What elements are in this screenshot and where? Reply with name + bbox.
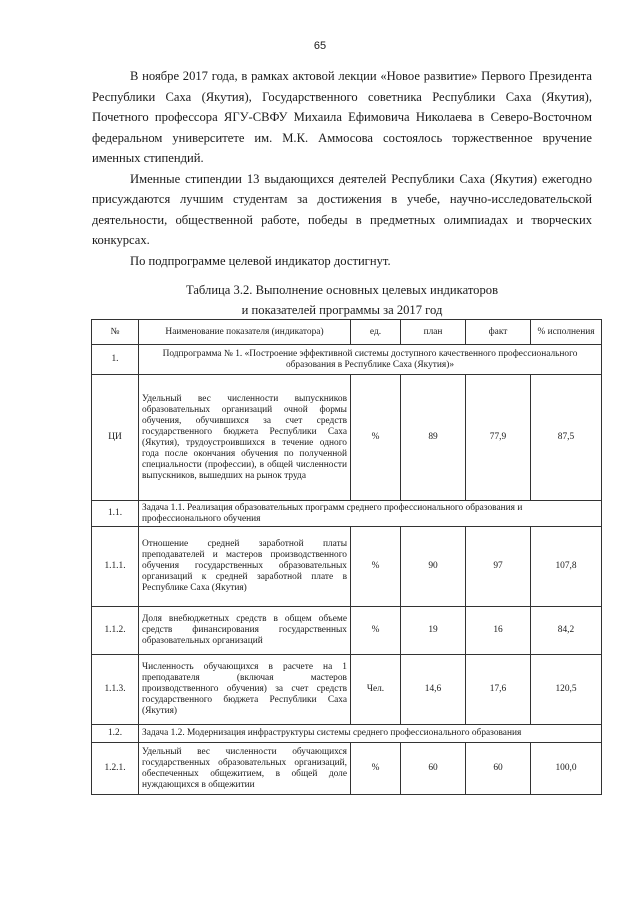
row-pct: 87,5 [531, 375, 602, 501]
row-pct: 107,8 [531, 527, 602, 607]
table-row [92, 375, 602, 501]
table-row [92, 743, 602, 795]
row-name: Отношение средней заработной платы преподавателей и мастеров производственного обучения государственных образовательных организаций к средней заработной плате в Республике Саха (Якутия) [139, 527, 351, 607]
row-name: Удельный вес численности выпускников образовательных организаций очной формы обучения, обучившихся за счет средств государственного бюджета Республики Саха (Якутия), трудоустроившихся в течение одного года после окончания обучения по полученной специальности (профессии), в общей численности выпускников, вышедших на рынок труда [139, 375, 351, 501]
header-pct: % исполнения [531, 320, 602, 345]
row-fact: 97 [466, 527, 531, 607]
row-name: Удельный вес численности обучающихся государственных образовательных организаций, обеспеченных общежитием, в общей доле нуждающихся в общежитии [139, 743, 351, 795]
row-num: 1.1.2. [92, 607, 139, 655]
row-name: Доля внебюджетных средств в общем объеме средств финансирования государственных образовательных организаций [139, 607, 351, 655]
page-number: 65 [313, 40, 327, 52]
row-plan: 90 [401, 527, 466, 607]
body-text [92, 66, 592, 271]
caption-line-1: Таблица 3.2. Выполнение основных целевых индикаторов [185, 283, 499, 297]
row-num: 1.1.3. [92, 655, 139, 725]
row-unit: Чел. [351, 655, 401, 725]
header-plan: план [401, 320, 466, 345]
row-fact: 17,6 [466, 655, 531, 725]
section-row [92, 345, 602, 375]
row-plan: 60 [401, 743, 466, 795]
row-pct: 100,0 [531, 743, 602, 795]
header-num: № [92, 320, 139, 345]
row-plan: 89 [401, 375, 466, 501]
table-header-row [92, 320, 602, 345]
table-row [92, 607, 602, 655]
table-row [92, 527, 602, 607]
row-unit: % [351, 527, 401, 607]
section-title: Задача 1.2. Модернизация инфраструктуры системы среднего профессионального образования [139, 725, 602, 743]
section-row [92, 501, 602, 527]
table-row [92, 655, 602, 725]
row-num: 1.2. [92, 725, 139, 743]
row-pct: 120,5 [531, 655, 602, 725]
row-num: 1.2.1. [92, 743, 139, 795]
section-row [92, 725, 602, 743]
row-pct: 84,2 [531, 607, 602, 655]
row-num: 1.1. [92, 501, 139, 527]
paragraph: В ноябре 2017 года, в рамках актовой лекции «Новое развитие» Первого Президента Республики Саха (Якутия), Государственного советника Республики Саха (Якутия), Почетного профессора ЯГУ-СВФУ Михаила Ефимовича Николаева в Северо-Восточном федеральном университете им. М.К. Аммосова состоялось торжественное вручение именных стипендий. [92, 69, 592, 165]
section-title: Задача 1.1. Реализация образовательных программ среднего профессионального образования и профессионального обучения [139, 501, 602, 527]
row-num: 1.1.1. [92, 527, 139, 607]
row-fact: 60 [466, 743, 531, 795]
row-unit: % [351, 607, 401, 655]
row-unit: % [351, 743, 401, 795]
table-caption [92, 280, 592, 320]
row-plan: 14,6 [401, 655, 466, 725]
row-unit: % [351, 375, 401, 501]
row-fact: 77,9 [466, 375, 531, 501]
header-fact: факт [466, 320, 531, 345]
paragraph: По подпрограмме целевой индикатор достигнут. [130, 253, 391, 268]
header-name: Наименование показателя (индикатора) [139, 320, 351, 345]
row-name: Численность обучающихся в расчете на 1 преподавателя (включая мастеров производственного обучения) за счет средств государственного бюджета Республики Саха (Якутия) [139, 655, 351, 725]
row-fact: 16 [466, 607, 531, 655]
paragraph: Именные стипендии 13 выдающихся деятелей Республики Саха (Якутия) ежегодно присуждаются лучшим студентам за достижения в учебе, научно-исследовательской деятельности, общественной работе, победы в предметных олимпиадах и творческих конкурсах. [92, 171, 592, 247]
row-plan: 19 [401, 607, 466, 655]
row-num: ЦИ [92, 375, 139, 501]
header-unit: ед. [351, 320, 401, 345]
row-num: 1. [92, 345, 139, 375]
caption-line-2: и показателей программы за 2017 год [241, 303, 443, 317]
section-title: Подпрограмма № 1. «Построение эффективной системы доступного качественного профессионального образования в Республике Саха (Якутия)» [139, 345, 602, 375]
indicators-table [91, 319, 602, 795]
